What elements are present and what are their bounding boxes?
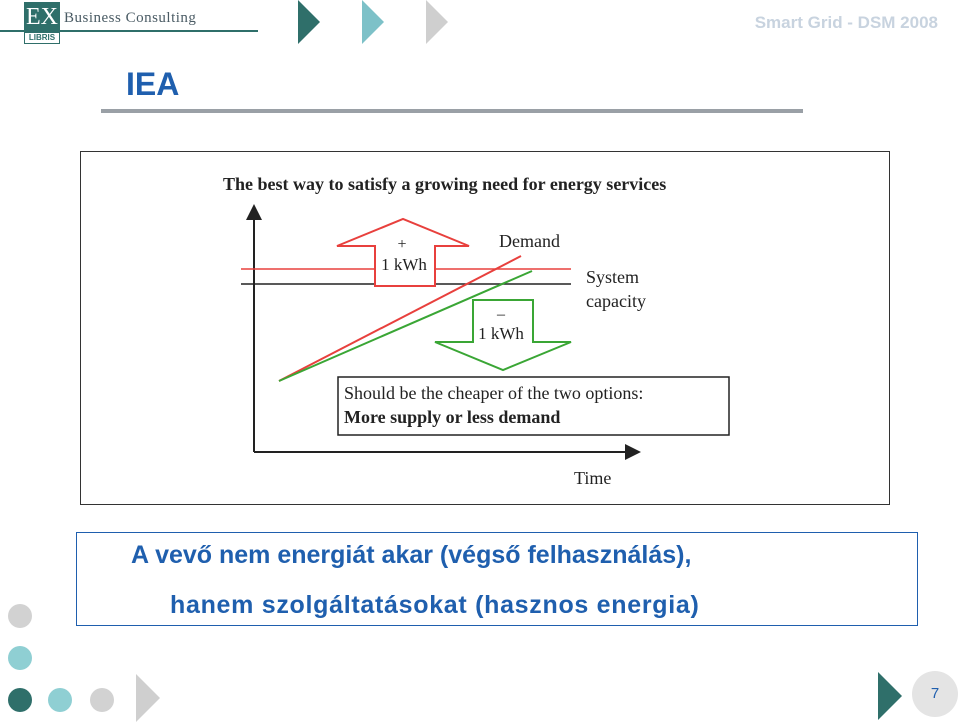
- header-arrows-decoration: [290, 0, 460, 48]
- company-name: Business Consulting: [64, 10, 197, 26]
- x-axis-arrow-icon: [625, 444, 641, 460]
- previous-arrow-decoration: [134, 674, 164, 722]
- decorative-dot: [8, 646, 32, 670]
- caption-line2: hanem szolgáltatásokat (hasznos energia): [170, 591, 700, 619]
- header-divider: [0, 30, 258, 32]
- demand-reduction-value: 1 kWh: [478, 324, 524, 343]
- diagram-title: The best way to satisfy a growing need for energy services: [223, 174, 667, 194]
- note-line2: More supply or less demand: [344, 407, 561, 427]
- logo: EX: [26, 4, 58, 30]
- decorative-dot: [8, 604, 32, 628]
- arrow-icon-grey: [426, 0, 448, 44]
- arrow-icon-dark: [298, 0, 320, 44]
- supply-plus-sign: +: [397, 236, 407, 253]
- slide-title: IEA: [126, 66, 180, 102]
- note-line1: Should be the cheaper of the two options:: [344, 383, 644, 403]
- decorative-dot: [48, 688, 72, 712]
- y-axis-arrow-icon: [246, 204, 262, 220]
- logo-subtitle: LIBRIS: [24, 32, 60, 44]
- page-number: 7: [912, 671, 958, 717]
- capacity-label-line2: capacity: [586, 291, 646, 311]
- supply-value: 1 kWh: [381, 255, 427, 274]
- arrow-icon-teal: [362, 0, 384, 44]
- capacity-label-line1: System: [586, 267, 640, 287]
- arrow-icon-grey: [136, 674, 160, 722]
- x-axis-label: Time: [574, 468, 612, 488]
- title-underline: [101, 109, 803, 113]
- demand-label: Demand: [499, 231, 560, 251]
- energy-services-diagram: [81, 152, 889, 504]
- diagram-frame: [80, 151, 890, 505]
- header-title: Smart Grid - DSM 2008: [754, 13, 938, 32]
- decorative-dot: [90, 688, 114, 712]
- arrow-icon-dark: [878, 672, 902, 720]
- demand-minus-sign: –: [497, 306, 505, 323]
- caption-line1: A vevő nem energiát akar (végső felhasználás),: [131, 541, 692, 569]
- decorative-dot: [8, 688, 32, 712]
- next-slide-arrow[interactable]: [876, 672, 906, 720]
